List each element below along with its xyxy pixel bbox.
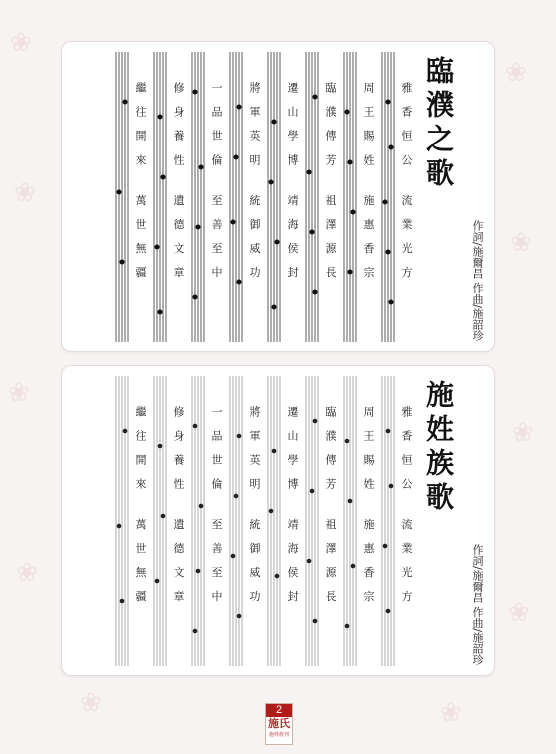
page-number-badge — [265, 703, 293, 745]
lyric-line: 雅香恒公 流業光方 — [400, 82, 413, 291]
song-credits: 作詞/施爾昌 作曲/施韶珍 — [471, 544, 484, 665]
music-staff — [114, 52, 130, 342]
footer-brand: 施氏 — [268, 717, 290, 730]
lyric-line: 周王賜姓 施惠香宗 — [362, 406, 375, 615]
score-line — [152, 376, 186, 666]
lyric-line: 周王賜姓 施惠香宗 — [362, 82, 375, 291]
score-line — [380, 376, 414, 666]
music-staff — [266, 52, 282, 342]
score-line — [266, 376, 300, 666]
score-line — [228, 376, 262, 666]
music-staff — [380, 376, 396, 666]
music-score — [80, 376, 420, 666]
music-staff — [190, 376, 206, 666]
lyric-line: 臨濮傳芳 祖澤源長 — [324, 82, 337, 291]
score-line — [190, 52, 224, 342]
lyric-line: 修身養性 遺德文章 — [172, 406, 185, 615]
music-staff — [152, 376, 168, 666]
footer-subtitle: 施姓族刊 — [268, 732, 289, 738]
music-staff — [304, 376, 320, 666]
score-line — [152, 52, 186, 342]
score-line — [114, 376, 148, 666]
title-block — [424, 56, 484, 341]
lyric-line: 遷山學博 靖海侯封 — [286, 82, 299, 291]
lyric-line: 修身養性 遺德文章 — [172, 82, 185, 291]
music-staff — [114, 376, 130, 666]
music-staff — [304, 52, 320, 342]
lyric-line: 遷山學博 靖海侯封 — [286, 406, 299, 615]
lyric-line: 繼往開來 萬世無疆 — [134, 406, 147, 615]
music-staff — [190, 52, 206, 342]
score-line — [304, 376, 338, 666]
title-block — [424, 380, 484, 665]
lyric-line: 臨濮傳芳 祖澤源長 — [324, 406, 337, 615]
music-staff — [152, 52, 168, 342]
music-staff — [228, 376, 244, 666]
score-line — [342, 52, 376, 342]
score-line — [342, 376, 376, 666]
lyric-line: 將軍英明 統御威功 — [248, 82, 261, 291]
lyric-line: 雅香恒公 流業光方 — [400, 406, 413, 615]
song-card-linpu — [62, 42, 494, 351]
music-staff — [228, 52, 244, 342]
song-title: 臨濮之歌 — [422, 56, 455, 192]
music-staff — [266, 376, 282, 666]
score-line — [380, 52, 414, 342]
lyric-line: 一品世倫 至善至中 — [210, 82, 223, 291]
music-staff — [342, 52, 358, 342]
music-staff — [342, 376, 358, 666]
score-line — [190, 376, 224, 666]
music-staff — [380, 52, 396, 342]
score-line — [304, 52, 338, 342]
lyric-line: 將軍英明 統御威功 — [248, 406, 261, 615]
lyric-line: 繼往開來 萬世無疆 — [134, 82, 147, 291]
song-credits: 作詞/施爾昌 作曲/施韶珍 — [471, 220, 484, 341]
music-score — [80, 52, 420, 342]
score-line — [114, 52, 148, 342]
song-title: 施姓族歌 — [422, 380, 455, 516]
score-line — [266, 52, 300, 342]
score-line — [228, 52, 262, 342]
song-card-shi — [62, 366, 494, 675]
lyric-line: 一品世倫 至善至中 — [210, 406, 223, 615]
page-number: 2 — [266, 704, 292, 717]
